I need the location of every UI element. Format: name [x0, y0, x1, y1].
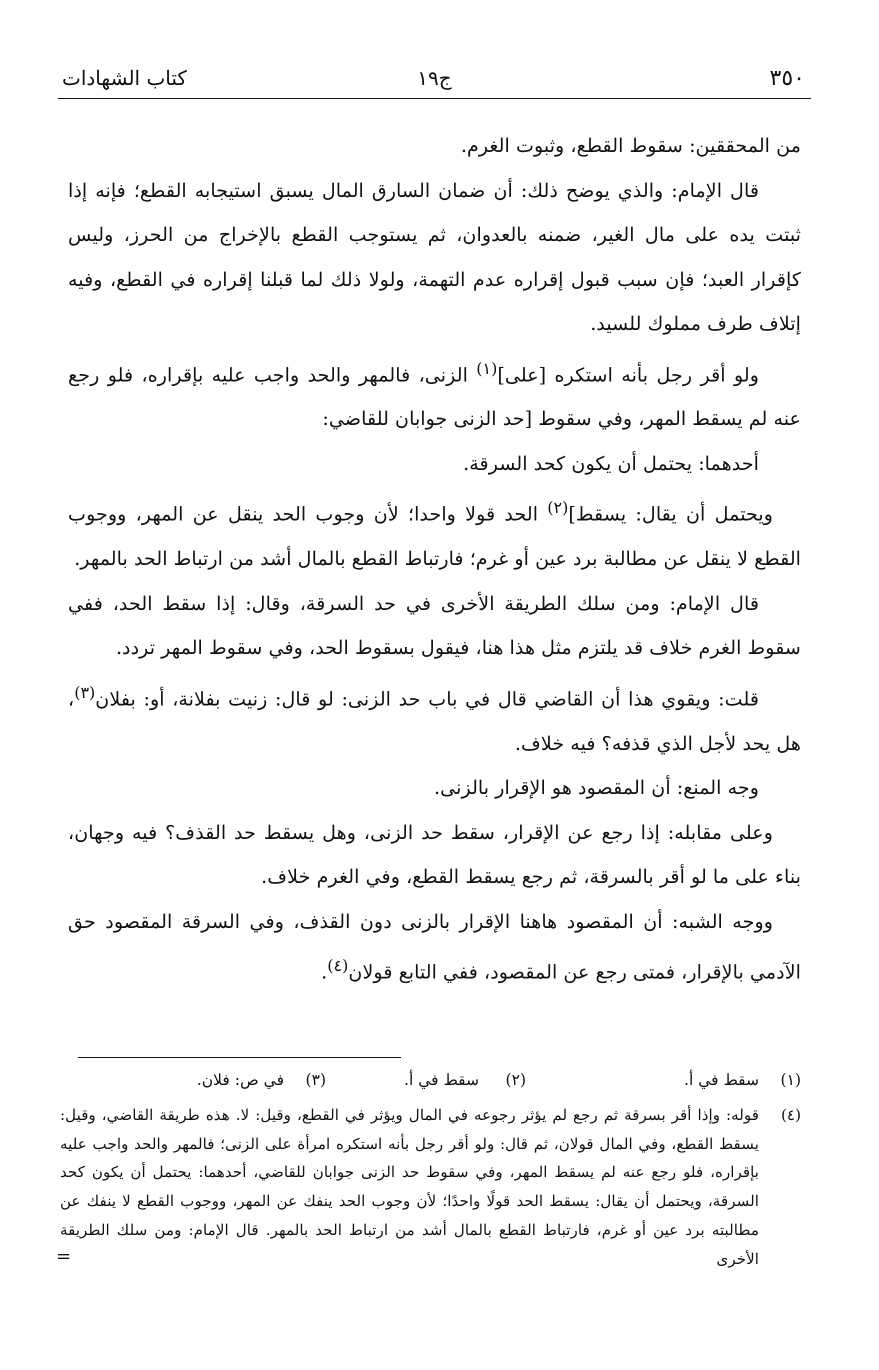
paragraph-4: أحدهما: يحتمل أن يكون كحد السرقة. — [463, 451, 759, 475]
footnote-ref-4: (٤) — [327, 956, 349, 976]
paragraph-10-text-b: . — [321, 960, 328, 984]
paragraph-6: قال الإمام: ومن سلك الطريقة الأخرى في حد السرقة، وقال: إذا سقط الحد، ففي سقوط الغرم خلاف قد يلتزم مثل هذا هنا، فيقول بسقوط الحد، وفي سقوط المهر تردد. — [68, 591, 801, 660]
paragraph-7-text-a: قلت: ويقوي هذا أن القاضي قال في باب حد الزنى: لو قال: زنيت بفلانة، أو: بفلان — [95, 687, 759, 711]
paragraph-2: قال الإمام: والذي يوضح ذلك: أن ضمان السارق المال يسبق استيجابه القطع؛ فإنه إذا ثبتت يده على مال الغير، ضمنه بالعدوان، ثم يستوجب القطع بالإخراج من الحرز، وليس كإقرار العبد؛ فإن سبب قبول إقراره عدم التهمة، ولولا ذلك لما قبلنا إقراره في القطع، وفيه إتلاف طرف مملوك للسيد. — [68, 178, 801, 335]
footnote-2-text: سقط في أ. — [404, 1071, 479, 1089]
footnote-1-number: (١) — [780, 1071, 801, 1089]
paragraph-10-text-a: ووجه الشبه: أن المقصود هاهنا الإقرار بالزنى دون القذف، وفي السرقة المقصود حق الآدمي بالإقرار، فمتى رجع عن المقصود، ففي التابع قولان — [68, 909, 801, 984]
footnote-separator — [78, 1057, 401, 1058]
paragraph-3 — [68, 347, 801, 442]
footnote-continuation-mark: = — [56, 1245, 72, 1267]
paragraph-9: وعلى مقابله: إذا رجع عن الإقرار، سقط حد الزنى، وهل يسقط حد القذف؟ فيه وجهان، بناء على ما لو أقر بالسرقة، ثم رجع يسقط القطع، وفي الغرم خلاف. — [68, 820, 801, 889]
paragraph-3-text-b: الزنى، فالمهر والحد واجب عليه بإقراره، فلو رجع عنه لم يسقط المهر، وفي سقوط [حد الزنى جوابان للقاضي: — [68, 362, 801, 431]
page-header — [58, 58, 811, 99]
main-text — [68, 124, 801, 995]
footnote-3-text: في ص: فلان. — [196, 1071, 284, 1089]
paragraph-3-text-a: ولو أقر رجل بأنه استكره [على] — [497, 362, 759, 386]
paragraph-5 — [68, 486, 801, 581]
footnote-2-number: (٢) — [505, 1071, 526, 1089]
paragraph-8: وجه المنع: أن المقصود هو الإقرار بالزنى. — [434, 776, 759, 800]
footnote-ref-2: (٢) — [547, 498, 569, 518]
page-number: ٣٥٠ — [769, 66, 805, 91]
footnotes-row — [78, 1071, 801, 1097]
paragraph-10 — [68, 900, 801, 995]
footnote-1-text: سقط في أ. — [684, 1071, 759, 1089]
paragraph-1: من المحققين: سقوط القطع، وثبوت الغرم. — [460, 134, 801, 157]
footnote-3-number: (٣) — [305, 1071, 326, 1089]
footnote-4-text: قوله: وإذا أقر بسرقة ثم رجع لم يؤثر رجوعه في المال ويؤثر في القطع، وقيل: لا. هذه طريقة القاضي، وقيل: يسقط القطع، وفي المال قولان، ثم قال: ولو أقر رجل بأنه استكره امرأة على الزنى؛ فالمهر والحد واجب عليه بإقراره، فلو رجع عنه لم يسقط المهر، وفي سقوط حد الزنى جوابان للقاضي، أحدهما: يحتمل أن يكون كحد السرقة، ويحتمل أن يقال: يسقط الحد قولًا واحدًا؛ لأن وجوب الحد ينفك عن المهر، ووجوب القطع لا ينفك عن مطالبته برد عين أو غرم، فارتباط القطع بالمال أشد من ارتباط الحد بالمهر. قال الإمام: ومن سلك الطريقة الأخرى — [60, 1106, 759, 1268]
footnote-4-number: (٤) — [780, 1106, 801, 1124]
footnote-ref-1: (١) — [476, 358, 498, 378]
paragraph-5-text-a: ويحتمل أن يقال: يسقط] — [568, 502, 773, 526]
paragraph-7 — [68, 671, 801, 766]
paragraph-7-text-b: ، هل يحد لأجل الذي قذفه؟ فيه خلاف. — [68, 687, 801, 755]
footnote-ref-3: (٣) — [74, 682, 96, 702]
volume-number: ج١٩ — [417, 66, 452, 90]
book-title: كتاب الشهادات — [62, 66, 187, 90]
footnote-4 — [56, 1101, 801, 1273]
paragraph-5-text-b: الحد قولا واحدا؛ لأن وجوب الحد ينقل عن المهر، ووجوب القطع لا ينقل عن مطالبة برد عين أو غرم؛ فارتباط القطع بالمال أشد من ارتباط الحد بالمهر. — [68, 502, 801, 571]
